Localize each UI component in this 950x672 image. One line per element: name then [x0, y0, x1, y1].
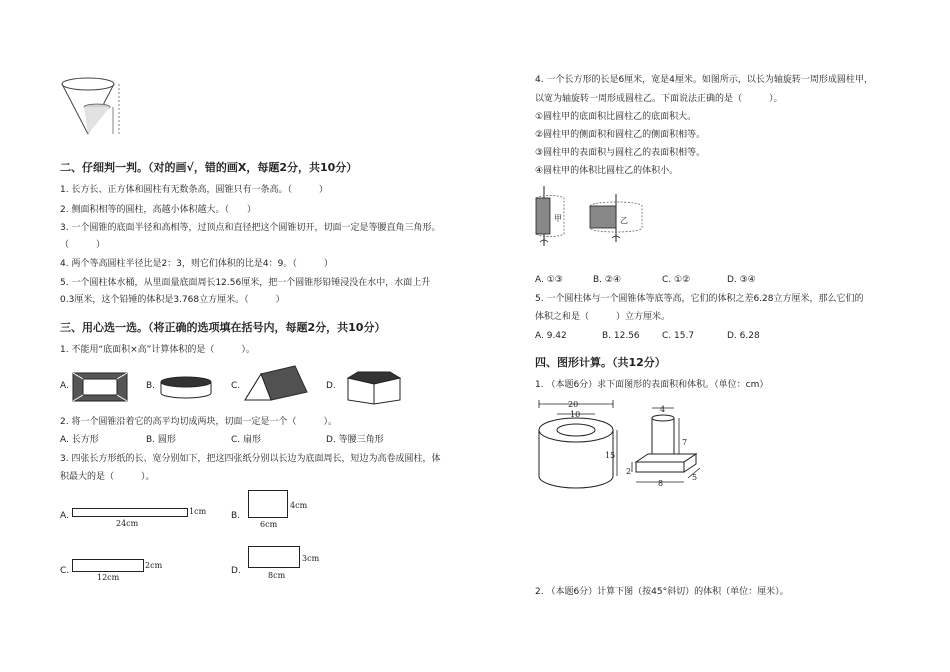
judge-item-5-cont: 0.3厘米，这个铅锤的体积是3.768立方厘米。（ ） [60, 295, 285, 305]
choice-q4-line2: 以宽为轴旋转一周形成圆柱乙。下面说法正确的是（ ）。 [535, 94, 783, 104]
paper-b-width: 4cm [290, 501, 308, 510]
judge-item-5: 5. 一个圆柱体水桶，从里面量底面周长12.56厘米，把一个圆锥形铅锤浸没在水中，水面上升 [60, 278, 431, 288]
paper-rect-a [72, 508, 188, 517]
judge-item-4: 4. 两个等高圆柱半径比是2：3，则它们体积的比是4：9。（ ） [60, 259, 333, 269]
paper-a-width: 1cm [189, 507, 207, 516]
choice-q5-line2: 体积之和是（ ）立方厘米。 [535, 312, 671, 322]
q2-option-c: C. 扇形 [231, 435, 262, 445]
paper-d-width: 3cm [302, 554, 320, 563]
choice-q4-stmt4: ④圆柱甲的体积比圆柱乙的体积小。 [535, 166, 679, 176]
q4-option-b: B. ②④ [593, 275, 622, 285]
cone-in-water-figure [55, 72, 135, 142]
judge-item-3: 3. 一个圆锥的底面半径和高相等，过顶点和直径把这个圆锥切开，切面一定是等腰直角三角形。 [60, 223, 441, 233]
paper-c-length: 12cm [97, 573, 120, 582]
q5-option-a: A. 9.42 [535, 331, 567, 341]
q4-option-d: D. ③④ [727, 275, 756, 285]
q1-option-d-letter: D. [326, 381, 336, 391]
choice-q5-line1: 5. 一个圆柱体与一个圆锥体等底等高，它们的体积之差6.28立方厘米，那么它们的 [535, 294, 864, 304]
choice-q1: 1. 不能用“底面积×高”计算体积的是（ ）。 [60, 345, 255, 355]
q5-option-c: C. 15.7 [662, 331, 695, 341]
paper-c-width: 2cm [145, 561, 163, 570]
q5-option-b: B. 12.56 [602, 331, 640, 341]
q5-option-d: D. 6.28 [727, 331, 760, 341]
block-width: 5 [692, 473, 698, 482]
cylinder-on-block-figure [630, 402, 710, 492]
cylinder-shape-figure [160, 376, 212, 400]
q3-option-a-letter: A. [60, 511, 69, 521]
choice-q2: 2. 将一个圆锥沿着它的高平均切成两块，切面一定是一个（ ）。 [60, 417, 337, 427]
choice-q3-line2: 积最大的是（ ）。 [60, 472, 155, 482]
small-cyl-height: 7 [682, 438, 688, 447]
judge-item-3-bracket: （ ） [60, 240, 106, 250]
q3-option-d-letter: D. [231, 566, 241, 576]
rotation-cylinders-figure [530, 184, 660, 250]
paper-rect-c [72, 559, 144, 572]
q4-option-c: C. ①② [662, 275, 691, 285]
hollow-height: 15 [605, 451, 616, 460]
section4-title: 四、图形计算。（共12分） [535, 356, 666, 369]
q2-option-b: B. 圆形 [146, 435, 176, 445]
q3-option-b-letter: B. [231, 511, 241, 521]
paper-b-length: 6cm [260, 520, 278, 529]
triangular-prism-figure [243, 364, 309, 404]
calc-q2: 2. （本题6分）计算下图（按45°斜切）的体积（单位：厘米）。 [535, 587, 789, 597]
q1-option-a-letter: A. [60, 381, 69, 391]
judge-item-2: 2. 侧面积相等的圆柱，高越小体积越大。（ ） [60, 205, 256, 215]
choice-q4-stmt1: ①圆柱甲的底面积比圆柱乙的底面积大。 [535, 112, 697, 122]
q2-option-a: A. 长方形 [60, 435, 99, 445]
block-length: 8 [658, 479, 664, 488]
paper-d-length: 8cm [268, 571, 286, 580]
small-cyl-diameter: 4 [660, 405, 666, 414]
section2-title: 二、仔细判一判。（对的画√，错的画X，每题2分，共10分） [60, 161, 358, 174]
q3-option-c-letter: C. [60, 566, 70, 576]
choice-q4-stmt2: ②圆柱甲的侧面积和圆柱乙的侧面积相等。 [535, 130, 706, 140]
cylinder-yi-label: 乙 [620, 216, 628, 225]
judge-item-1: 1. 长方长、正方体和圆柱有无数条高，圆锥只有一条高。（ ） [60, 185, 328, 195]
choice-q3-line1: 3. 四张长方形纸的长、宽分别如下，把这四张纸分别以长边为底面周长，短边为高卷成圆柱，体 [60, 454, 441, 464]
hollow-outer-diameter: 20 [568, 400, 579, 409]
paper-rect-b [248, 490, 288, 518]
calc-q1: 1. （本题6分）求下面图形的表面积和体积。（单位：cm） [535, 380, 769, 390]
pentagonal-prism-figure [344, 370, 404, 406]
cuboid-shape-figure [72, 372, 128, 402]
choice-q4-stmt3: ③圆柱甲的表面积与圆柱乙的表面积相等。 [535, 148, 706, 158]
q4-option-a: A. ①③ [535, 275, 563, 285]
hollow-inner-diameter: 10 [570, 410, 581, 419]
q2-option-d: D. 等腰三角形 [326, 435, 384, 445]
q1-option-b-letter: B. [146, 381, 156, 391]
paper-a-length: 24cm [116, 519, 139, 528]
block-height: 2 [626, 467, 632, 476]
q1-option-c-letter: C. [231, 381, 241, 391]
section3-title: 三、用心选一选。（将正确的选项填在括号内，每题2分，共10分） [60, 321, 386, 334]
paper-rect-d [248, 546, 300, 568]
cylinder-jia-label: 甲 [554, 214, 562, 223]
choice-q4-line1: 4. 一个长方形的长是6厘米，宽是4厘米。如图所示，以长为轴旋转一周形成圆柱甲， [535, 75, 873, 85]
